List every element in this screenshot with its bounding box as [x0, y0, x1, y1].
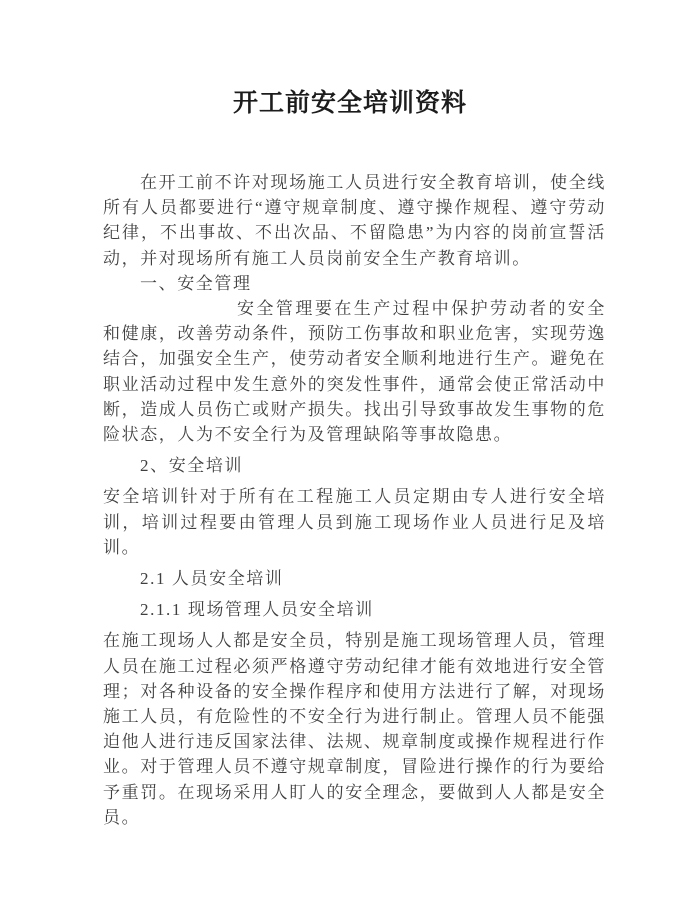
heading-section-2-safety-training: 2、安全培训 — [140, 456, 244, 476]
paragraph-safety-training: 安全培训针对于所有在工程施工人员定期由专人进行安全培训，培训过程要由管理人员到施工现场作业人员进行足及培训。 — [103, 487, 606, 557]
paragraph-intro: 在开工前不许对现场施工人员进行安全教育培训，使全线所有人员都要进行“遵守规章制度、遵守操作规程、遵守劳动纪律，不出事故、不出次品、不留隐患”为内容的岗前宣誓活动，并对现场所有施工人员岗前安全生产教育培训。 — [103, 173, 606, 268]
document-title: 开工前安全培训资料 — [232, 90, 467, 117]
heading-section-2-1-personnel-training: 2.1 人员安全培训 — [140, 569, 284, 589]
heading-section-1-safety-management: 一、安全管理 — [140, 273, 252, 293]
heading-section-2-1-1-site-manager-training: 2.1.1 现场管理人员安全培训 — [140, 600, 374, 620]
document-body — [103, 170, 606, 830]
paragraph-site-manager-training: 在施工现场人人都是安全员，特别是施工现场管理人员，管理人员在施工过程必须严格遵守劳动纪律才能有效地进行安全管理；对各种设备的安全操作程序和使用方法进行了解，对现场施工人员，有危险性的不安全行为进行制止。管理人员不能强迫他人进行违反国家法律、法规、规章制度或操作规程进行作业。对于管理人员不遵守规章制度，冒险进行操作的行为要给予重罚。在现场采用人盯人的安全理念，要做到人人都是安全员。 — [103, 631, 606, 827]
paragraph-safety-management: 安全管理要在生产过程中保护劳动者的安全和健康，改善劳动条件，预防工伤事故和职业危害，实现劳逸结合，加强安全生产，使劳动者安全顺利地进行生产。避免在职业活动过程中发生意外的突发性事件，通常会使正常活动中断，造成人员伤亡或财产损失。找出引导致事故发生事物的危险状态，人为不安全行为及管理缺陷等事故隐患。 — [103, 299, 606, 445]
